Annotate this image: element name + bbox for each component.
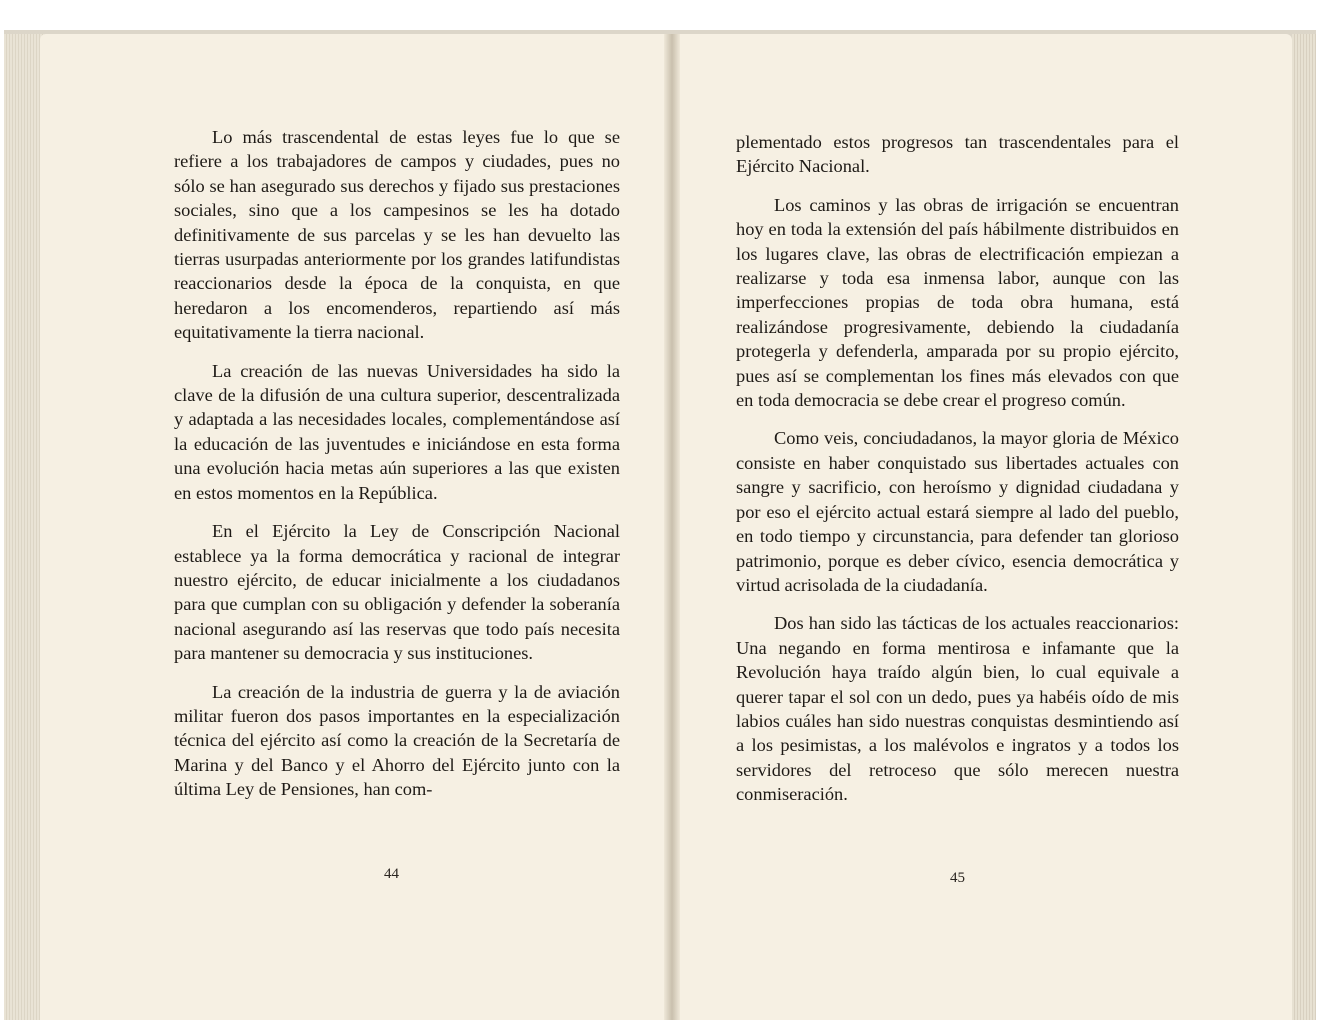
page-edges-right bbox=[1292, 34, 1316, 1020]
left-paragraph-4: La creación de la industria de guerra y la de aviación militar fueron dos pasos importantes en la especialización técnica del ejército así como la creación de la Secretaría de Marina y del Banco y el Ahorro del Ejército junto con la última Ley de Pensiones, han com- bbox=[174, 681, 620, 800]
left-paragraph-3: En el Ejército la Ley de Conscripción Nacional establece ya la forma democrática y racional de integrar nuestro ejército, de educar inicialmente a los ciudadanos para que cumplan con su obligación y defender la soberanía nacional asegurando así las reservas que todo país necesita para mantener su democracia y sus instituciones. bbox=[174, 521, 620, 664]
left-page-text bbox=[174, 125, 620, 816]
left-paragraph-2: La creación de las nuevas Universidades ha sido la clave de la difusión de una cultura superior, descentralizada y adaptada a las necesidades locales, complementándose así la educación de las juventudes e iniciándose en esta forma una evolución hacia metas aún superiores a las que existen en estos momentos en la República. bbox=[174, 360, 620, 503]
page-number-right: 45 bbox=[950, 870, 965, 886]
right-paragraph-1: plementado estos progresos tan trascendentales para el Ejército Nacional. bbox=[736, 132, 1179, 177]
right-paragraph-3: Como veis, conciudadanos, la mayor gloria de México consiste en haber conquistado sus libertades actuales con sangre y sacrificio, con heroísmo y dignidad ciudadana y por eso el ejército actual estará siempre al lado del pueblo, en todo tiempo y circunstancia, para defender tan glorioso patrimonio, porque es deber cívico, esencia democrática y virtud acrisolada de la ciudadanía. bbox=[736, 428, 1179, 595]
right-paragraph-4: Dos han sido las tácticas de los actuales reaccionarios: Una negando en forma mentirosa e infamante que la Revolución haya traído algún bien, lo cual equivale a querer tapar el sol con un dedo, pues ya habéis oído de mis labios cuáles han sido nuestras conquistas desmintiendo así a los pesimistas, a los malévolos e ingratos y a todos los servidores del retroceso que sólo merecen nuestra conmiseración. bbox=[736, 613, 1179, 805]
right-paragraph-2: Los caminos y las obras de irrigación se encuentran hoy en toda la extensión del país hábilmente distribuidos en los lugares clave, las obras de electrificación empiezan a realizarse y toda esa inmensa labor, aunque con las imperfecciones propias de toda obra humana, está realizándose progresivamente, debiendo la ciudadanía protegerla y defenderla, amparada por su propio ejército, pues así se complementan los fines más elevados con que en toda democracia se debe crear el progreso común. bbox=[736, 194, 1179, 411]
left-paragraph-1: Lo más trascendental de estas leyes fue lo que se refiere a los trabajadores de campos y ciudades, pues no sólo se han asegurado sus derechos y fijado sus prestaciones sociales, sino que a los campesinos se les ha dotado definitivamente de sus parcelas y se les han devuelto las tierras usurpadas anteriormente por los grandes latifundistas reaccionarios desde la época de la conquista, en que heredaron a los encomenderos, repartiendo así más equitativamente la tierra nacional. bbox=[174, 127, 620, 343]
book-gutter bbox=[664, 34, 680, 1020]
right-page-text bbox=[736, 130, 1179, 821]
page-number-left: 44 bbox=[384, 866, 399, 882]
page-edges-left bbox=[4, 34, 44, 1020]
